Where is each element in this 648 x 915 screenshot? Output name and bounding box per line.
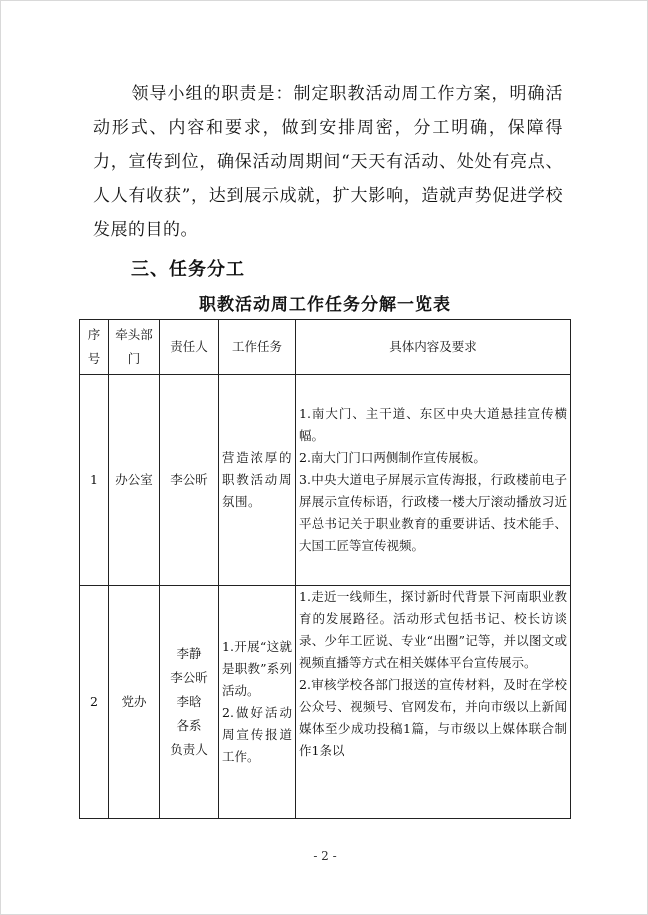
person-name: 李公昕 xyxy=(170,670,208,685)
duties-text: 领导小组的职责是：制定职教活动周工作方案，明确活动形式、内容和要求，做到安排周密，分工明确，保障得力，宣传到位，确保活动周期间“天天有活动、处处有亮点、人人有收获”，达到展示成就，扩大影响，造就声势促进学校发展的目的。 xyxy=(93,84,563,240)
table-header-row xyxy=(80,320,571,375)
person-name: 李静 xyxy=(176,646,202,661)
detail-item: 2.审核学校各部门报送的宣传材料，及时在学校公众号、视频号、官网发布，并向市级以上新闻媒体至少成功投稿1篇，与市级以上媒体联合制作1条以 xyxy=(299,677,567,758)
task-item: 2.做好活动周宣传报道工作。 xyxy=(222,705,292,764)
task-item: 1.开展“这就是职教”系列活动。 xyxy=(222,639,292,698)
task-table xyxy=(79,319,571,819)
detail-item: 3.中央大道电子屏展示宣传海报，行政楼前电子屏展示宣传标语，行政楼一楼大厅滚动播放习近平总书记关于职业教育的重要讲话、技术能手、大国工匠等宣传视频。 xyxy=(299,472,567,553)
section-heading: 三、任务分工 xyxy=(131,259,245,280)
detail-item: 1.走近一线师生，探讨新时代背景下河南职业教育的发展路径。活动形式包括书记、校长访谈录、少年工匠说、专业“出圈”记等，并以图文或视频直播等方式在相关媒体平台宣传展示。 xyxy=(299,589,567,670)
table-title: 职教活动周工作任务分解一览表 xyxy=(199,295,451,315)
duties-paragraph xyxy=(93,77,563,247)
row-task xyxy=(219,586,296,819)
row-seq: 2 xyxy=(80,586,109,819)
header-person: 责任人 xyxy=(160,320,219,375)
task-text: 营造浓厚的职教活动周氛围。 xyxy=(222,450,292,509)
table-row xyxy=(80,375,571,586)
detail-item: 2.南大门门口两侧制作宣传展板。 xyxy=(299,450,486,465)
page-number: - 2 - xyxy=(313,849,337,863)
row-detail xyxy=(296,586,571,819)
table-row xyxy=(80,586,571,819)
row-dept: 党办 xyxy=(109,586,160,819)
person-name: 李晗 xyxy=(176,694,202,709)
row-person: 李公昕 xyxy=(160,375,219,586)
row-detail xyxy=(296,375,571,586)
header-detail: 具体内容及要求 xyxy=(296,320,571,375)
row-seq: 1 xyxy=(80,375,109,586)
person-name: 负责人 xyxy=(170,742,208,757)
row-person xyxy=(160,586,219,819)
row-task xyxy=(219,375,296,586)
person-name: 各系 xyxy=(176,718,202,733)
header-seq: 序号 xyxy=(80,320,109,375)
detail-item: 1.南大门、主干道、东区中央大道悬挂宣传横幅。 xyxy=(299,406,567,443)
header-dept: 牵头部门 xyxy=(109,320,160,375)
row-dept: 办公室 xyxy=(109,375,160,586)
header-task: 工作任务 xyxy=(219,320,296,375)
